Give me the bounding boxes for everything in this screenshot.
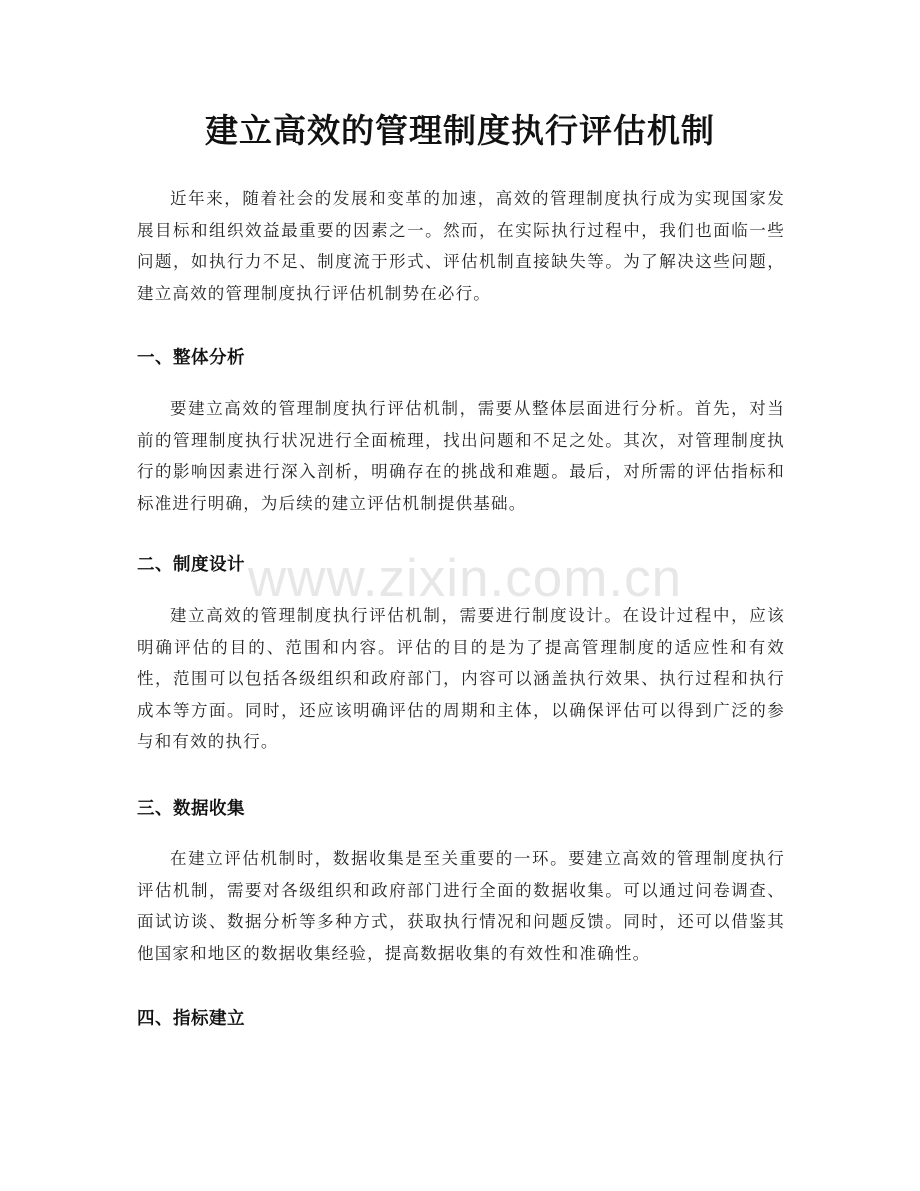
- section-body-2: 建立高效的管理制度执行评估机制，需要进行制度设计。在设计过程中，应该明确评估的目的、范围和内容。评估的目的是为了提高管理制度的适应性和有效性，范围可以包括各级组织和政府部门，内容可以涵盖执行效果、执行过程和执行成本等方面。同时，还应该明确评估的周期和主体，以确保评估可以得到广泛的参与和有效的执行。: [137, 606, 785, 751]
- section-heading-3: 三、数据收集: [137, 799, 245, 819]
- watermark: www.zixin.com.cn: [247, 549, 683, 608]
- intro-paragraph: 近年来，随着社会的发展和变革的加速，高效的管理制度执行成为实现国家发展目标和组织效益最重要的因素之一。然而，在实际执行过程中，我们也面临一些问题，如执行力不足、制度流于形式、评估机制直接缺失等。为了解决这些问题，建立高效的管理制度执行评估机制势在必行。: [137, 189, 785, 303]
- section-heading-2: 二、制度设计: [137, 555, 245, 575]
- section-body-1: 要建立高效的管理制度执行评估机制，需要从整体层面进行分析。首先，对当前的管理制度执行状况进行全面梳理，找出问题和不足之处。其次，对管理制度执行的影响因素进行深入剖析，明确存在的挑战和难题。最后，对所需的评估指标和标准进行明确，为后续的建立评估机制提供基础。: [137, 399, 785, 513]
- document-title: 建立高效的管理制度执行评估机制: [205, 111, 715, 150]
- section-body-3: 在建立评估机制时，数据收集是至关重要的一环。要建立高效的管理制度执行评估机制，需要对各级组织和政府部门进行全面的数据收集。可以通过问卷调查、面试访谈、数据分析等多种方式，获取执行情况和问题反馈。同时，还可以借鉴其他国家和地区的数据收集经验，提高数据收集的有效性和准确性。: [137, 849, 785, 963]
- section-heading-1: 一、整体分析: [137, 348, 245, 368]
- section-heading-4: 四、指标建立: [137, 1009, 245, 1029]
